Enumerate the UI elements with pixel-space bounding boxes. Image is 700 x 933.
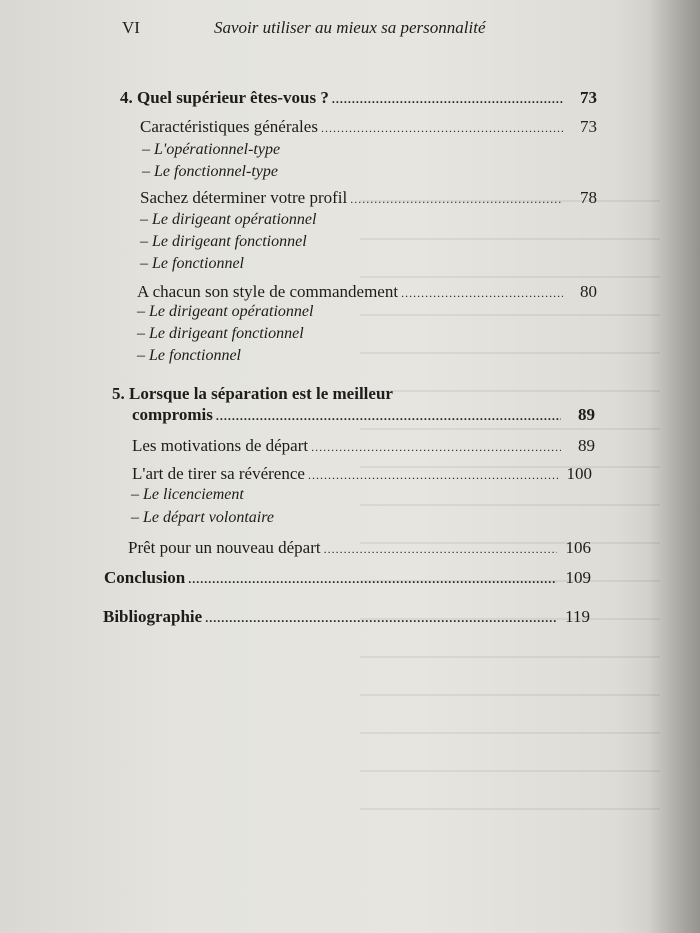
- toc-page-number: 73: [580, 117, 597, 136]
- toc-entry-title: A chacun son style de commandement: [137, 282, 399, 301]
- toc-page-number: 73: [580, 88, 597, 107]
- toc-entry-title: Bibliographie: [103, 607, 203, 626]
- toc-entry-caracteristiques: [140, 117, 597, 138]
- toc-subitem: – Le dirigeant opérationnel: [140, 211, 317, 228]
- toc-entry-chapter-4: [120, 88, 597, 109]
- toc-entry-title: 5. Lorsque la séparation est le meilleur: [112, 384, 393, 403]
- toc-entry-chapter-5: [132, 405, 595, 426]
- page-edge-shadow: [648, 0, 700, 933]
- toc-entry-nouveau-depart: [128, 538, 591, 559]
- toc-subitem: – Le licenciement: [131, 486, 244, 503]
- dot-leader: [332, 89, 563, 109]
- toc-entry-bibliographie: [103, 607, 590, 628]
- toc-entry-conclusion: [104, 568, 591, 589]
- toc-entry-title: Sachez déterminer votre profil: [140, 188, 348, 207]
- toc-entry-title: compromis: [132, 405, 213, 424]
- toc-entry-motivations: [132, 436, 595, 457]
- toc-subitem: – Le dirigeant fonctionnel: [137, 325, 304, 342]
- toc-page-number: 89: [578, 405, 595, 424]
- dot-leader: [324, 539, 557, 559]
- toc-subitem: – L'opérationnel-type: [142, 141, 281, 158]
- toc-page-number: 78: [580, 188, 597, 207]
- dot-leader: [205, 608, 556, 628]
- dot-leader: [308, 465, 558, 485]
- dot-leader: [401, 283, 563, 303]
- toc-subitem: – Le dirigeant opérationnel: [137, 303, 314, 320]
- toc-subitem: – Le dirigeant fonctionnel: [140, 233, 307, 250]
- toc-entry-title: L'art de tirer sa révérence: [132, 464, 305, 483]
- toc-entry-title: Prêt pour un nouveau départ: [128, 538, 321, 557]
- running-head-title: Savoir utiliser au mieux sa personnalité: [214, 18, 486, 37]
- dot-leader: [216, 406, 561, 426]
- page-numeral: VI: [122, 18, 140, 37]
- toc-entry-commandement: [137, 282, 597, 303]
- toc-subitem: – Le fonctionnel: [137, 347, 241, 364]
- toc-entry-chapter-5-line1: [112, 384, 393, 404]
- toc-subitem: – Le fonctionnel: [140, 255, 244, 272]
- toc-page-number: 80: [580, 282, 597, 301]
- toc-entry-reverence: [132, 464, 592, 485]
- toc-entry-title: Caractéristiques générales: [140, 117, 318, 136]
- toc-entry-title: Conclusion: [104, 568, 186, 587]
- toc-page-number: 109: [565, 568, 591, 587]
- toc-subitem: – Le départ volontaire: [131, 509, 274, 526]
- toc-entry-profil: [140, 188, 597, 209]
- toc-page-number: 100: [566, 464, 592, 483]
- toc-entry-title: 4. Quel supérieur êtes-vous ?: [120, 88, 329, 107]
- dot-leader: [188, 569, 557, 589]
- toc-page-number: 89: [578, 436, 595, 455]
- dot-leader: [321, 118, 563, 138]
- toc-page-number: 119: [565, 607, 590, 626]
- dot-leader: [311, 437, 561, 457]
- toc-page-number: 106: [565, 538, 591, 557]
- dot-leader: [350, 189, 563, 209]
- toc-entry-title: Les motivations de départ: [132, 436, 309, 455]
- toc-subitem: – Le fonctionnel-type: [142, 163, 278, 180]
